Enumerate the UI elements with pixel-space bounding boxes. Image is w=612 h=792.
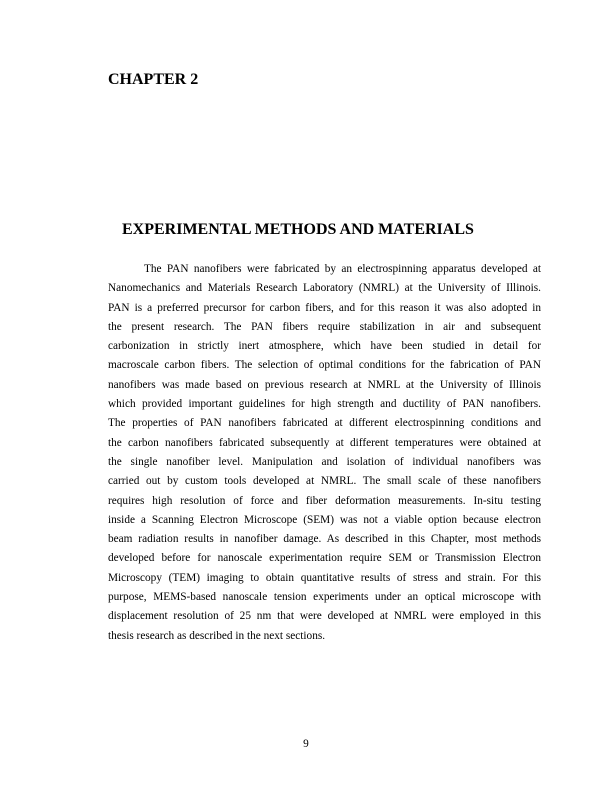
paragraph-line: which provided important guidelines for high strength and ductility of PAN nanofibers. [108, 398, 541, 411]
paragraph-line: The PAN nanofibers were fabricated by an electrospinning apparatus developed at [144, 263, 541, 275]
paragraph-line: purpose, MEMS-based nanoscale tension experiments under an optical microscope with [108, 591, 541, 604]
paragraph-line: Microscopy (TEM) imaging to obtain quantitative results of stress and strain. For this [108, 571, 541, 584]
page-number: 9 [303, 738, 309, 750]
chapter-heading: CHAPTER 2 [108, 71, 199, 88]
paragraph-line: inside a Scanning Electron Microscope (SEM) was not a viable option because electron [108, 513, 541, 526]
paragraph-line: the single nanofiber level. Manipulation and isolation of individual nanofibers was [108, 455, 541, 468]
paragraph-line: nanofibers was made based on previous research at NMRL at the University of Illinois [108, 378, 541, 391]
section-title: EXPERIMENTAL METHODS AND MATERIALS [122, 221, 474, 238]
paragraph-line: macroscale carbon fibers. The selection of optimal conditions for the fabrication of PAN [108, 359, 541, 372]
paragraph-line: The properties of PAN nanofibers fabricated at different electrospinning conditions and [108, 417, 541, 430]
paragraph-line: carbonization in strictly inert atmosphere, which have been studied in detail for [108, 340, 541, 353]
paragraph-line: Nanomechanics and Materials Research Laboratory (NMRL) at the University of Illinois. [108, 282, 541, 295]
paragraph-line: the carbon nanofibers fabricated subsequently at different temperatures were obtained at [108, 436, 541, 449]
paragraph-line: requires high resolution of force and fiber deformation measurements. In-situ testing [108, 494, 541, 507]
paragraph-line: displacement resolution of 25 nm that were developed at NMRL were employed in this [108, 610, 541, 623]
paragraph-line: beam radiation results in nanofiber damage. As described in this Chapter, most methods [108, 533, 541, 546]
paragraph-line: the present research. The PAN fibers require stabilization in air and subsequent [108, 320, 541, 333]
paragraph-line: thesis research as described in the next sections. [108, 629, 326, 642]
body-paragraph [108, 260, 541, 646]
paragraph-line: developed before for nanoscale experimentation require SEM or Transmission Electron [108, 552, 541, 565]
paragraph-line: carried out by custom tools developed at NMRL. The small scale of these nanofibers [108, 475, 541, 488]
paragraph-line: PAN is a preferred precursor for carbon fibers, and for this reason it was also adopted in [108, 301, 541, 314]
